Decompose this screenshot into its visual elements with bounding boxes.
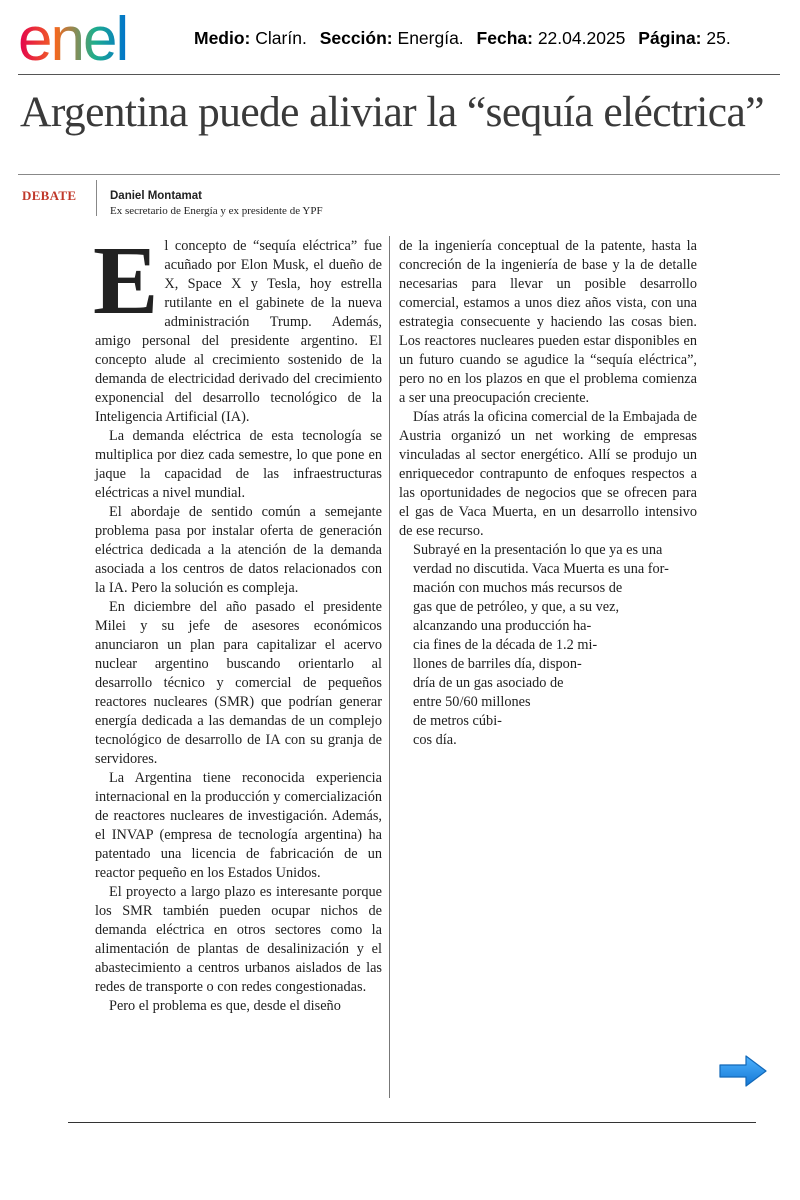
closing-line: cia fines de la década de 1.2 mi-	[413, 637, 598, 653]
byline-separator	[96, 180, 97, 216]
closing-line: dría de un gas asociado de	[413, 675, 564, 691]
closing-line: gas que de petróleo, y que, a su vez,	[413, 599, 620, 615]
closing-line: Subrayé en la presentación lo que ya es una	[413, 542, 663, 558]
medio-label: Medio:	[194, 28, 251, 48]
author-role: Ex secretario de Energía y ex presidente de YPF	[110, 205, 323, 217]
article-column-left	[93, 227, 382, 1016]
closing-line: entre 50/60 millones	[413, 694, 531, 710]
article-paragraph: La demanda eléctrica de esta tecnología se multiplica por diez cada semestre, lo que pone en jaque la capacidad de las infraestructuras eléctricas a nivel mundial.	[95, 428, 382, 501]
header-divider	[18, 74, 780, 75]
seccion-label: Sección:	[319, 28, 393, 48]
footer-divider	[68, 1122, 756, 1123]
article-paragraph: En diciembre del año pasado el presidente Milei y su jefe de asesores económicos anunciaron un plan para capitalizar el acervo nuclear argentino buscando orientarlo al desarrollo técnico y comercial de pequeños reactores nucleares (SMR) que podrían generar energía dedicada a las demandas de un complejo tecnológico de desarrollo de IA con su granja de servidores.	[95, 599, 382, 767]
seccion-value: Energía.	[397, 28, 464, 48]
article-closing-paragraph	[399, 541, 697, 750]
next-page-arrow-icon[interactable]	[718, 1054, 768, 1088]
headline-divider	[18, 174, 780, 175]
fecha-value: 22.04.2025	[537, 28, 626, 48]
closing-line: alcanzando una producción ha-	[413, 618, 592, 634]
section-tag: DEBATE	[22, 188, 77, 203]
article-paragraph: de la ingeniería conceptual de la patente, hasta la concreción de la ingeniería de base y la de detalle necesarias para llevar un posible desarrollo comercial, estamos a unos diez años vista, con una estrategia consecuente y haciendo las cosas bien. Los reactores nucleares pueden estar disponibles en un futuro cuando se agudice la “sequía eléctrica”, pero no en los plazos en que el problema comienza a ser una preocupación creciente.	[399, 238, 697, 406]
closing-line: verdad no discutida. Vaca Muerta es una for-	[413, 561, 669, 577]
closing-line: mación con muchos más recursos de	[413, 580, 623, 596]
article-paragraph: Pero el problema es que, desde el diseño	[109, 998, 341, 1014]
closing-line: cos día.	[413, 732, 457, 748]
enel-logo	[18, 8, 168, 68]
pagina-label: Página:	[638, 28, 702, 48]
article-column-right	[399, 237, 697, 750]
drop-cap: E	[93, 227, 159, 335]
fecha-label: Fecha:	[476, 28, 533, 48]
author-name: Daniel Montamat	[110, 190, 203, 202]
closing-line: de metros cúbi-	[413, 713, 502, 729]
publication-meta	[194, 28, 731, 49]
article-paragraph: El proyecto a largo plazo es interesante porque los SMR también pueden ocupar nichos de demanda eléctrica en otros sectores como la alimentación de plantas de desalinización y el abastecimiento a centros urbanos aislados de las redes de transporte o con redes congestionadas.	[95, 884, 382, 995]
article-paragraph: La Argentina tiene reconocida experiencia internacional en la producción y comercialización de reactores nucleares de investigación. Además, el INVAP (empresa de tecnología argentina) ha patentado una licencia de fabricación de un reactor pequeño en los Estados Unidos.	[95, 770, 382, 881]
pagina-value: 25.	[706, 28, 731, 48]
article-paragraph: El concepto de “sequía eléctrica” fue acuñado por Elon Musk, el dueño de X, Space X y Tesla, hoy estrella rutilante en el gabinete de la nueva administración Trump. Además, amigo personal del presidente argentino. El concepto alude al crecimiento sostenido de la demanda de electricidad derivado del crecimiento exponencial del desarrollo tecnológico de la Inteligencia Artificial (IA).	[93, 227, 382, 425]
closing-line: llones de barriles día, dispon-	[413, 656, 582, 672]
article-paragraph: El abordaje de sentido común a semejante problema pasa por instalar oferta de generación eléctrica dedicada a la atención de la demanda asociada a los centros de datos relacionados con la IA. Pero la solución es compleja.	[95, 504, 382, 596]
medio-value: Clarín.	[255, 28, 307, 48]
column-divider	[389, 236, 390, 1098]
article-headline: Argentina puede aliviar la “sequía eléctrica”	[20, 88, 764, 136]
svg-text:enel: enel	[18, 8, 128, 68]
article-paragraph: Días atrás la oficina comercial de la Embajada de Austria organizó un net working de empresas vinculadas al sector energético. Allí se produjo un enriquecedor contrapunto de enfoques respectos a las oportunidades de negocios que se ofrecen para el gas de Vaca Muerta, en un desarrollo intensivo de ese recurso.	[399, 409, 697, 539]
